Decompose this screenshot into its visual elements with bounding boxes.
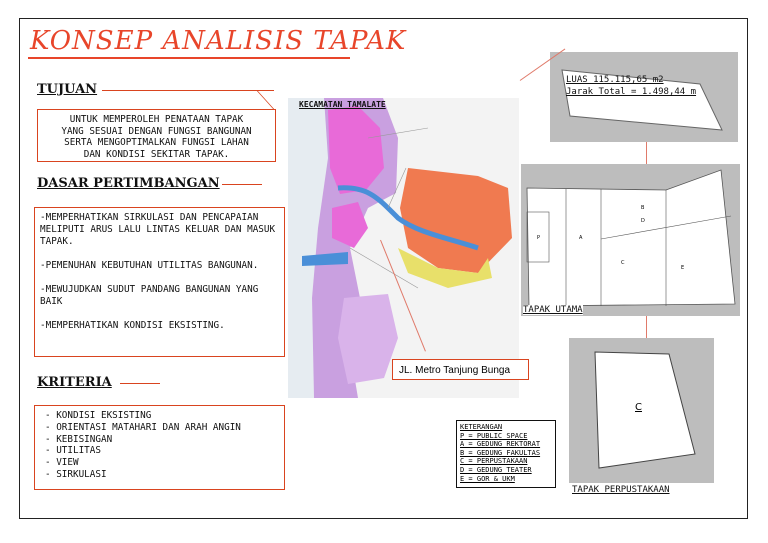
tujuan-line: DAN KONDISI SEKITAR TAPAK. xyxy=(83,148,230,160)
zone-a-label: A xyxy=(579,235,583,241)
tujuan-box xyxy=(37,109,276,162)
perpus-zone-label: C xyxy=(635,402,642,413)
legend xyxy=(456,420,556,488)
tapak-outline xyxy=(527,170,735,306)
tapak-perpus-plan xyxy=(569,338,714,483)
kriteria-item: - ORIENTASI MATAHARI DAN ARAH ANGIN xyxy=(45,421,241,433)
luas-value: LUAS 115.115,65 m2 xyxy=(566,75,664,85)
kriteria-leader xyxy=(120,383,160,384)
kriteria-item: - VIEW xyxy=(45,457,79,469)
legend-item: B = GEDUNG FAKULTAS xyxy=(460,448,541,457)
dasar-item: -MEWUJUDKAN SUDUT PANDANG BANGUNAN YANG BAIK xyxy=(40,284,259,307)
tapak-perpus-view xyxy=(569,338,714,483)
road-callout: JL. Metro Tanjung Bunga xyxy=(392,359,529,380)
page-title: KONSEP ANALISIS TAPAK xyxy=(30,26,407,56)
zone-p-label: P xyxy=(537,235,541,241)
title-underline xyxy=(28,57,350,59)
kriteria-item: - KONDISI EKSISTING xyxy=(45,410,152,421)
kriteria-item: - KEBISINGAN xyxy=(45,433,113,445)
tujuan-line: YANG SESUAI DENGAN FUNGSI BANGUNAN xyxy=(61,125,252,137)
district-map xyxy=(288,98,519,398)
vertical-connector xyxy=(646,142,647,164)
kriteria-item: - UTILITAS xyxy=(45,445,101,457)
legend-title: KETERANGAN xyxy=(460,423,503,431)
dasar-item: -MEMPERHATIKAN SIRKULASI DAN PENCAPAIAN MELIPUTI ARUS LALU LINTAS KELUAR DAN MASUK TAPAK. xyxy=(40,212,276,247)
jarak-value: Jarak Total = 1.498,44 m xyxy=(566,87,697,97)
tapak-utama-caption: TAPAK UTAMA xyxy=(523,305,583,315)
kriteria-item: - SIRKULASI xyxy=(45,468,107,480)
tujuan-line: SERTA MENGOPTIMALKAN FUNGSI LAHAN xyxy=(64,137,249,148)
tapak-utama-view xyxy=(521,164,740,316)
tujuan-leader xyxy=(102,90,274,91)
legend-item: D = GEDUNG TEATER xyxy=(460,465,532,474)
zone-c-label: C xyxy=(621,260,625,266)
legend-item: C = PERPUSTAKAAN xyxy=(460,457,528,466)
dasar-leader xyxy=(222,184,262,185)
zone-d-label: D xyxy=(641,218,645,224)
dasar-item: -MEMPERHATIKAN KONDISI EKSISTING. xyxy=(40,320,225,331)
dasar-item: -PEMENUHAN KEBUTUHAN UTILITAS BANGUNAN. xyxy=(40,260,259,271)
tujuan-heading: TUJUAN xyxy=(37,82,98,97)
zone-e-label: E xyxy=(681,265,685,271)
tujuan-line: UNTUK MEMPEROLEH PENATAAN TAPAK xyxy=(69,114,244,125)
dasar-heading: DASAR PERTIMBANGAN xyxy=(37,176,220,191)
site-measurements xyxy=(566,74,696,98)
tapak-utama-plan xyxy=(521,164,740,316)
legend-item: A = GEDUNG REKTORAT xyxy=(460,440,541,449)
legend-item: E = GOR & UKM xyxy=(460,474,515,483)
vertical-connector-2 xyxy=(646,316,647,338)
perpus-outline xyxy=(595,352,695,468)
dasar-box xyxy=(34,207,285,357)
kriteria-box xyxy=(34,405,285,490)
map-label: KECAMATAN TAMALATE xyxy=(299,100,386,109)
zone-b-label: B xyxy=(641,205,645,211)
kriteria-heading: KRITERIA xyxy=(37,375,112,390)
legend-item: P = PUBLIC SPACE xyxy=(460,431,528,440)
tapak-perpus-caption: TAPAK PERPUSTAKAAN xyxy=(572,485,670,495)
